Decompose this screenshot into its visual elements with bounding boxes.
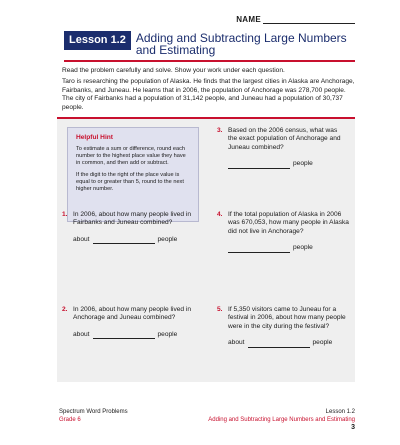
book-title: Spectrum Word Problems xyxy=(59,409,128,415)
footer-lesson-title: Adding and Subtracting Large Numbers and Estimating xyxy=(208,417,355,423)
question-text: If 5,350 visitors came to Juneau for a festival in 2006, about how many people were in the city during the festival? xyxy=(228,306,346,330)
question-3 xyxy=(217,127,347,169)
question-number: 2. xyxy=(62,306,68,313)
question-text: Based on the 2006 census, what was the exact population of Anchorage and Juneau combined? xyxy=(228,127,341,151)
answer-blank[interactable] xyxy=(248,340,310,348)
footer-lesson: Lesson 1.2 xyxy=(325,409,355,415)
question-text: In 2006, about how many people lived in Fairbanks and Juneau combined? xyxy=(73,211,192,227)
helpful-hint-box xyxy=(67,127,199,222)
header-divider xyxy=(64,60,355,62)
question-text: In 2006, about how many people lived in Anchorage and Juneau combined? xyxy=(73,306,192,322)
name-blank[interactable] xyxy=(263,14,355,24)
page-number: 3 xyxy=(351,424,355,431)
question-text: If the total population of Alaska in 2006 was 670,053, how many people in Alaska did not live in Anchorage? xyxy=(228,211,349,235)
lesson-title-line2: and Estimating xyxy=(135,43,216,57)
lesson-title xyxy=(136,32,347,56)
question-1 xyxy=(62,211,202,244)
answer-prefix: about xyxy=(73,330,90,338)
footer-left xyxy=(59,408,128,424)
intro xyxy=(62,67,355,115)
footer-right xyxy=(208,408,355,432)
answer-line xyxy=(73,331,202,339)
story-text: Taro is researching the population of Alaska. He finds that the largest cities in Alaska are Anchorage, Fairbanks, and Juneau. He learns that in 2006, the population of Anchorage was 278,700 people. The city of Fairbanks had a population of 31,142 people, and Juneau had a population of 30,737 people. xyxy=(62,78,355,111)
answer-unit: people xyxy=(293,244,313,252)
instruction-text: Read the problem carefully and solve. Show your work under each question. xyxy=(62,67,285,74)
answer-unit: people xyxy=(157,235,178,243)
lesson-header xyxy=(64,31,355,56)
question-number: 3. xyxy=(217,127,223,134)
questions-panel xyxy=(57,117,355,382)
answer-blank[interactable] xyxy=(228,161,290,169)
lesson-badge: Lesson 1.2 xyxy=(64,31,131,50)
question-number: 1. xyxy=(62,211,68,218)
answer-prefix: about xyxy=(228,339,245,347)
question-number: 4. xyxy=(217,211,223,218)
question-4 xyxy=(217,211,353,253)
answer-unit: people xyxy=(293,160,313,168)
answer-line xyxy=(73,236,202,244)
hint-paragraph-1: To estimate a sum or difference, round each number to the highest place value they have in common, and then add or subtract. xyxy=(76,146,186,166)
answer-blank[interactable] xyxy=(228,245,290,253)
grade-label: Grade 6 xyxy=(59,417,81,423)
question-number: 5. xyxy=(217,306,223,313)
answer-unit: people xyxy=(312,339,333,347)
hint-paragraph-2: If the digit to the right of the place value is equal to or greater than 5, round to the next higher number. xyxy=(76,172,184,192)
name-label: NAME xyxy=(236,15,261,24)
answer-line xyxy=(228,244,353,252)
lesson-title-line1: Adding and Subtracting Large Numbers xyxy=(135,31,347,45)
name-field xyxy=(236,14,355,24)
answer-prefix: about xyxy=(73,235,90,243)
question-2 xyxy=(62,306,202,339)
question-5 xyxy=(217,306,352,348)
answer-unit: people xyxy=(157,330,178,338)
hint-title: Helpful Hint xyxy=(76,134,113,141)
answer-blank[interactable] xyxy=(93,331,155,339)
answer-line xyxy=(228,160,347,168)
answer-blank[interactable] xyxy=(93,236,155,244)
answer-line xyxy=(228,339,352,347)
